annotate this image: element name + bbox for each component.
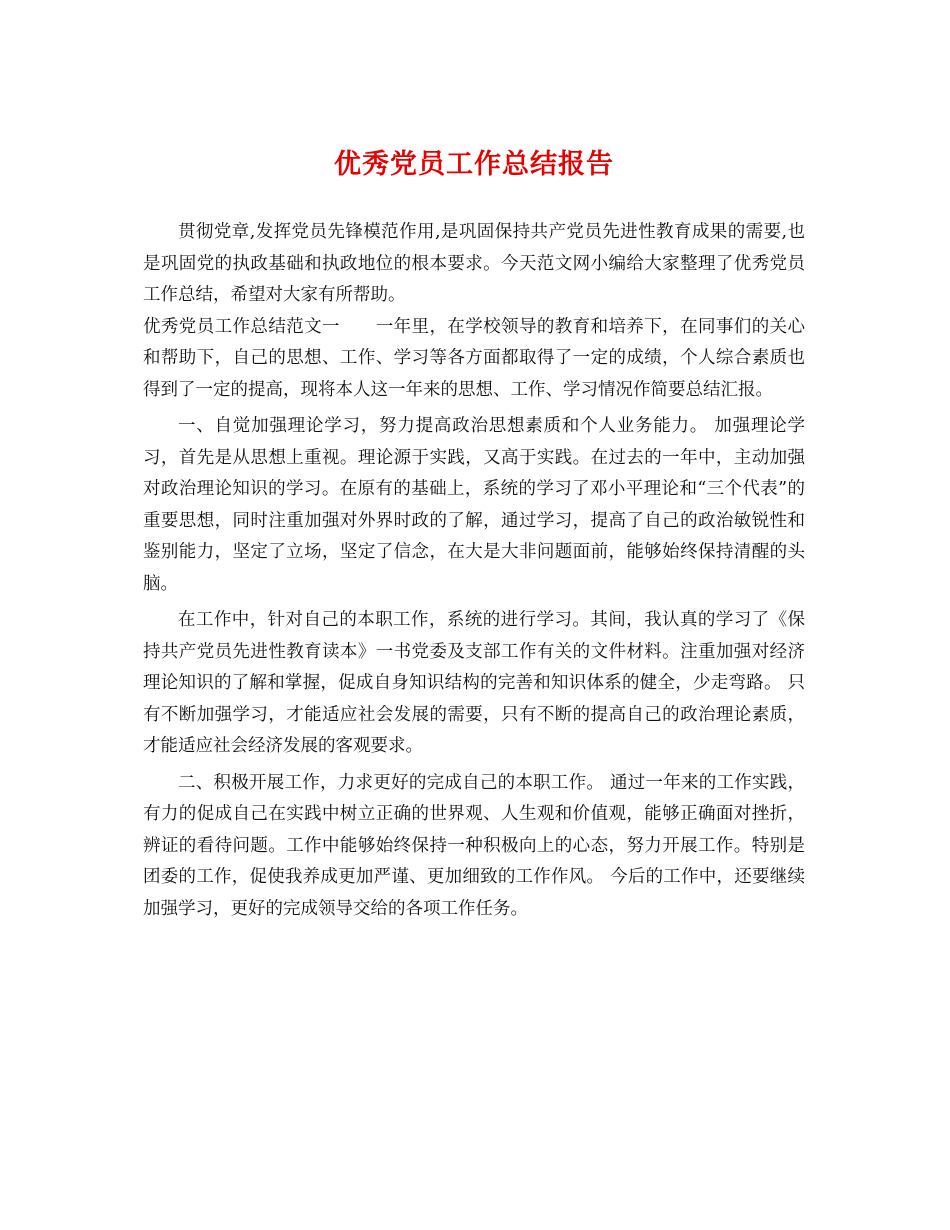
paragraph-section-one: 一、自觉加强理论学习，努力提高政治思想素质和个人业务能力。 加强理论学习，首先是从思想上重视。理论源于实践，又高于实践。在过去的一年中，主动加强对政治理论知识的学习。在原有的基础上，系统的学习了邓小平理论和“三个代表”的重要思想，同时注重加强对外界时政的了解，通过学习，提高了自己的政治敏锐性和鉴别能力，坚定了立场，坚定了信念，在大是大非问题面前，能够始终保持清醒的头脑。 bbox=[143, 416, 805, 594]
paragraph-study: 在工作中，针对自己的本职工作，系统的进行学习。其间，我认真的学习了《保持共产党员先进性教育读本》一书党委及支部工作有关的文件材料。注重加强对经济理论知识的了解和掌握，促成自身知识结构的完善和知识体系的健全，少走弯路。 只有不断加强学习，才能适应社会发展的需要，只有不断的提高自己的政治理论素质，才能适应社会经济发展的客观要求。 bbox=[143, 610, 805, 756]
paragraph-intro: 贯彻党章,发挥党员先锋模范作用,是巩固保持共产党员先进性教育成果的需要,也是巩固党的执政基础和执政地位的根本要求。今天范文网小编给大家整理了优秀党员工作总结，希望对大家有所帮助。 bbox=[143, 222, 805, 305]
paragraph-sample-one: 优秀党员工作总结范文一 一年里，在学校领导的教育和培养下，在同事们的关心和帮助下，自己的思想、工作、学习等各方面都取得了一定的成绩，个人综合素质也得到了一定的提高，现将本人这一年来的思想、工作、学习情况作简要总结汇报。 bbox=[143, 316, 805, 400]
document-body bbox=[143, 217, 805, 925]
document-title: 优秀党员工作总结报告 bbox=[334, 149, 614, 180]
paragraph-section-two: 二、积极开展工作，力求更好的完成自己的本职工作。 通过一年来的工作实践，有力的促成自己在实践中树立正确的世界观、人生观和价值观，能够正确面对挫折，辨证的看待问题。工作中能够始终保持一种积极向上的心态，努力开展工作。特别是团委的工作，促使我养成更加严谨、更加细致的工作作风。 今后的工作中，还要继续加强学习，更好的完成领导交给的各项工作任务。 bbox=[143, 772, 805, 919]
